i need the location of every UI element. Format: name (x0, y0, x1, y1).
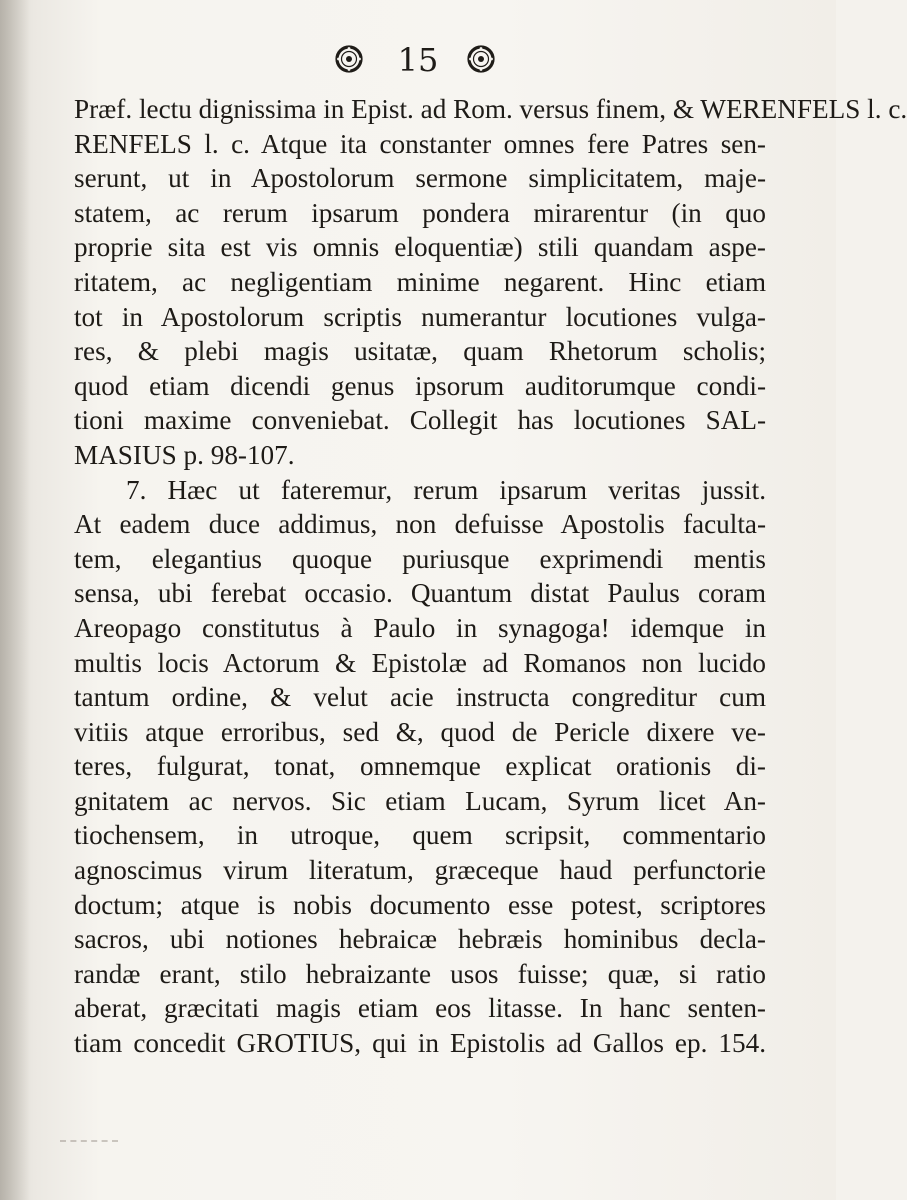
text-line: teres, fulgurat, tonat, omnemque explicat orationis di- (74, 751, 766, 782)
text-line: tem, elegantius quoque puriusque exprimendi mentis (74, 543, 766, 574)
rosette-ornament-icon (466, 44, 496, 74)
text-line: aberat, græcitati magis etiam eos litasse. In hanc senten- (74, 993, 766, 1024)
body-text (74, 92, 907, 1061)
text-line: sacros, ubi notiones hebraicæ hebræis hominibus decla- (74, 924, 766, 955)
text-line: tantum ordine, & velut acie instructa congreditur cum (74, 682, 766, 713)
page-number: 15 (397, 41, 439, 79)
text-line: At eadem duce addimus, non defuisse Apostolis faculta- (74, 509, 766, 540)
text-line: statem, ac rerum ipsarum pondera mirarentur (in quo (74, 197, 766, 228)
ink-smudge (60, 1126, 118, 1142)
text-line: ritatem, ac negligentiam minime negarent. Hinc etiam (74, 266, 766, 297)
text-line: RENFELS l. c. Atque ita constanter omnes fere Patres sen- (74, 128, 766, 159)
text-line: tiochensem, in utroque, quem scripsit, commentario (74, 820, 766, 851)
text-line: randæ erant, stilo hebraizante usos fuisse; quæ, si ratio (74, 958, 766, 989)
text-line: vitiis atque erroribus, sed &, quod de Pericle dixere ve- (74, 716, 766, 747)
text-line: Præf. lectu dignissima in Epist. ad Rom. versus finem, & WERENFELS l. c. (74, 94, 907, 124)
text-line: quod etiam dicendi genus ipsorum auditorumque condi- (74, 370, 766, 401)
text-line: sensa, ubi ferebat occasio. Quantum distat Paulus coram (74, 578, 766, 609)
text-line: tiam concedit GROTIUS, qui in Epistolis ad Gallos ep. 154. (74, 1028, 766, 1059)
paragraph-start-line: 7. Hæc ut fateremur, rerum ipsarum veritas jussit. (126, 474, 766, 505)
text-line: tioni maxime conveniebat. Collegit has locutiones SAL- (74, 405, 766, 436)
text-line: doctum; atque is nobis documento esse potest, scriptores (74, 889, 766, 920)
rosette-ornament-icon (334, 44, 364, 74)
text-line: serunt, ut in Apostolorum sermone simplicitatem, maje- (74, 163, 766, 194)
text-line: agnoscimus virum literatum, græceque haud perfunctorie (74, 855, 766, 886)
text-line: MASIUS p. 98-107. (74, 439, 295, 470)
text-line: Areopago constitutus à Paulo in synagoga! idemque in (74, 612, 766, 643)
text-line: gnitatem ac nervos. Sic etiam Lucam, Syrum licet An- (74, 785, 766, 816)
text-line: res, & plebi magis usitatæ, quam Rhetorum scholis; (74, 336, 766, 367)
text-line: multis locis Actorum & Epistolæ ad Romanos non lucido (74, 647, 766, 678)
text-line: proprie sita est vis omnis eloquentiæ) stili quandam aspe- (74, 232, 766, 263)
page-header (0, 40, 836, 84)
text-line: tot in Apostolorum scriptis numerantur locutiones vulga- (74, 301, 766, 332)
